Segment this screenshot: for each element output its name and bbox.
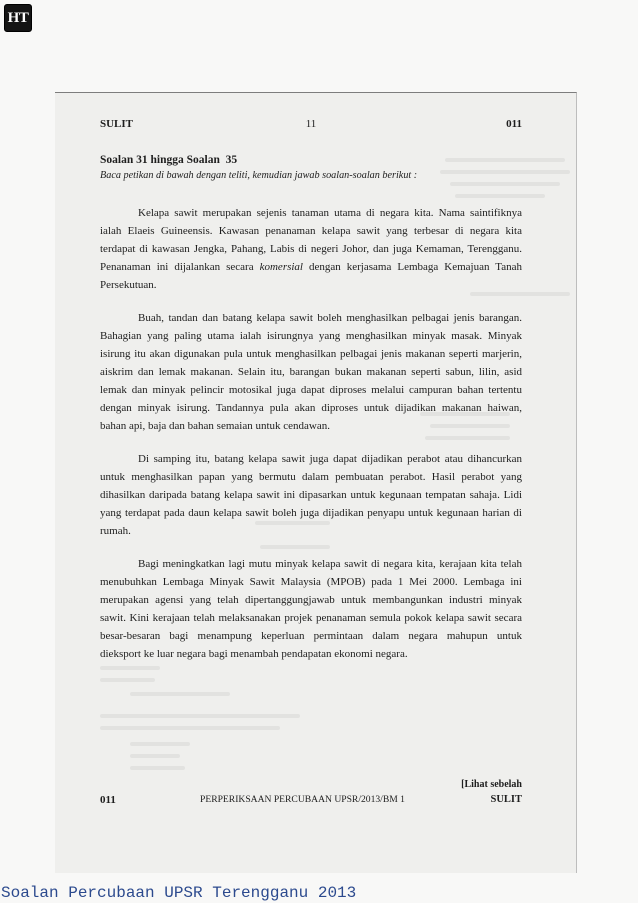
header-paper-code: 011 <box>506 118 522 130</box>
logo-text: HT <box>7 9 29 26</box>
passage-line <box>100 258 522 276</box>
passage-line: Persekutuan. <box>100 279 157 291</box>
passage-paragraph <box>100 309 522 435</box>
passage-line: lemak dan minyak pelincir motosikal juga dapat diproses melalui campuran bahan tertentu <box>100 384 522 396</box>
passage-line: isirung itu akan digunakan pula untuk menghasilkan pelbagai jenis makanan seperti marjerin, <box>100 348 522 360</box>
section-title: Soalan 31 hingga Soalan 35 <box>100 154 238 166</box>
reading-passage <box>100 204 522 663</box>
passage-line: dihasilkan daripada batang kelapa sawit ini dipasarkan untuk kegunaan tempatan sahaja. Lidi <box>100 489 522 501</box>
page-number: 11 <box>305 118 317 130</box>
footer-paper-code: 011 <box>100 794 116 806</box>
passage-line: terdapat di kawasan Jengka, Pahang, Labis di negeri Johor, dan juga Kemaman, Terengganu. <box>100 243 522 255</box>
passage-line: Kelapa sawit merupakan sejenis tanaman utama di negara kita. Nama saintifiknya <box>138 207 522 219</box>
page-header <box>100 116 522 132</box>
passage-paragraph <box>100 555 522 663</box>
passage-line: merupakan agensi yang telah dipertanggungjawab untuk membangunkan industri minyak <box>100 594 522 606</box>
passage-line: sawit. Kini kerajaan telah melaksanakan projek penanaman semula pokok kelapa sawit secara <box>100 612 522 624</box>
passage-line: Bahagian yang paling utama ialah isirungnya yang menghasilkan minyak masak. Minyak <box>100 330 522 342</box>
passage-line: dieksport ke luar negara bagi menambah pendapatan ekonomi negara. <box>100 648 408 660</box>
emphasized-word: komersial <box>259 261 303 273</box>
passage-line: bahan api, baja dan bahan semaian untuk cendawan. <box>100 420 330 432</box>
passage-line: aiskrim dan lemak makanan. Selain itu, barangan bukan makanan seperti sabun, lilin, asid <box>100 366 522 378</box>
turn-over-note: [Lihat sebelah <box>461 779 522 790</box>
site-logo <box>4 4 32 32</box>
header-classification: SULIT <box>100 118 134 130</box>
passage-line: Buah, tandan dan batang kelapa sawit boleh menghasilkan pelbagai jenis barangan. <box>138 312 522 324</box>
passage-line: rumah. <box>100 525 131 537</box>
passage-line: menubuhkan Lembaga Minyak Sawit Malaysia (MPOB) pada 1 Mei 2000. Lembaga ini <box>100 576 522 588</box>
passage-paragraph <box>100 204 522 294</box>
line-segment: Penanaman ini dijalankan secara <box>100 261 260 273</box>
line-segment: dengan kerjasama Lembaga Kemajuan Tanah <box>303 261 522 273</box>
passage-line: besar-besaran bagi menampung keperluan permintaan dalam negara mahupun untuk <box>100 630 522 642</box>
document-title-link[interactable]: Soalan Percubaan UPSR Terengganu 2013 <box>1 884 357 902</box>
passage-line: untuk menghasilkan papan yang bermutu dalam pembuatan perabot. Hasil perabot yang <box>100 471 522 483</box>
footer-exam-title: PERPERIKSAAN PERCUBAAN UPSR/2013/BM 1 <box>200 794 405 805</box>
footer-classification: SULIT <box>490 794 522 805</box>
passage-line: dengan minyak isirung. Tandannya pula akan diproses untuk dijadikan makanan haiwan, <box>100 402 522 414</box>
passage-line: Di samping itu, batang kelapa sawit juga dapat dijadikan perabot atau dihancurkan <box>138 453 522 465</box>
section-instruction: Baca petikan di bawah dengan teliti, kemudian jawab soalan-soalan berikut : <box>100 170 418 181</box>
passage-line: Bagi meningkatkan lagi mutu minyak kelapa sawit di negara kita, kerajaan kita telah <box>138 558 522 570</box>
passage-line: yang terdapat pada daun kelapa sawit boleh juga dijadikan penyapu untuk kegunaan harian di <box>100 507 522 519</box>
passage-paragraph <box>100 450 522 540</box>
page-footer <box>100 792 522 808</box>
passage-line: ialah Elaeis Guineensis. Kawasan penanaman kelapa sawit yang terbesar di negara kita <box>100 225 522 237</box>
